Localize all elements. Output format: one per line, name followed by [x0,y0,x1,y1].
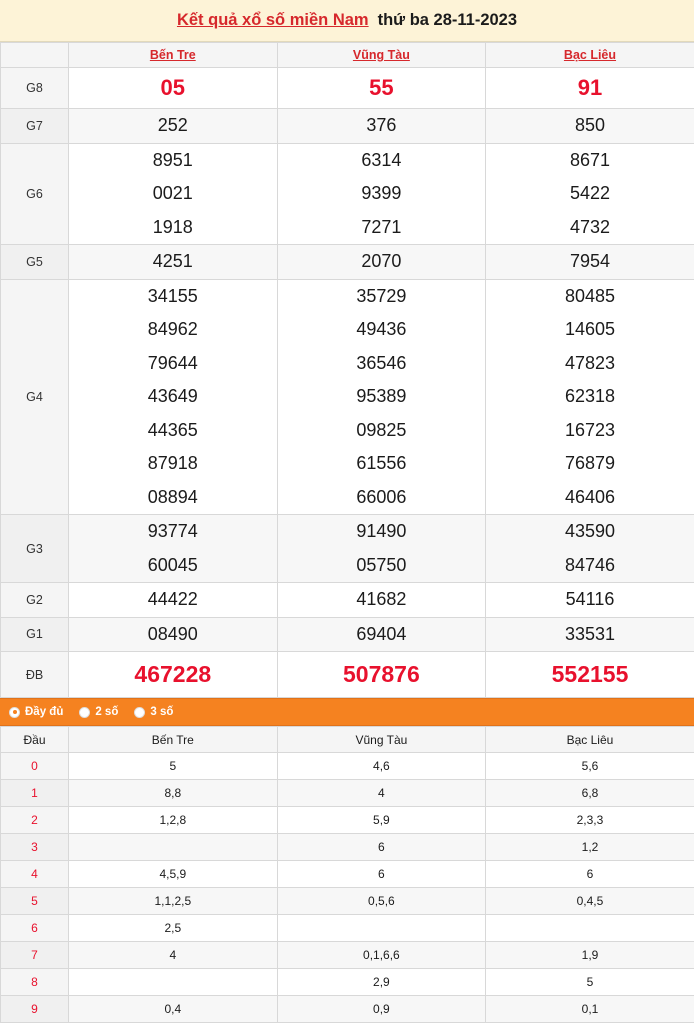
radio-icon[interactable] [9,707,20,718]
dau-value-cell: 5 [69,753,278,780]
lottery-number: 5422 [569,183,610,203]
dau-value-cell [69,834,278,861]
lottery-number: 43590 [564,521,616,541]
dau-value-cell: 6 [277,834,486,861]
lottery-number: 16723 [564,419,616,440]
dau-value-cell: 1,9 [486,942,694,969]
filter-option-0[interactable] [9,706,63,718]
dau-row [1,969,694,996]
lottery-number: 84962 [147,319,198,339]
dau-row [1,753,694,780]
prize-numbers-cell [486,68,694,109]
lottery-number: 61556 [356,453,407,473]
prize-label: G3 [1,515,69,583]
province-header-ben-tre[interactable]: Bến Tre [69,43,278,68]
dau-key: 7 [1,942,69,969]
lottery-number: 43649 [147,386,198,406]
dau-row [1,888,694,915]
result-row-g2 [1,583,694,618]
dau-value-cell [486,915,694,942]
dau-header-row [1,727,694,753]
dau-value-cell: 6 [277,861,486,888]
lottery-number: 467228 [134,660,212,687]
filter-option-label: 2 số [95,706,119,718]
prize-label: G7 [1,109,69,144]
lottery-number: 08894 [147,486,198,507]
prize-numbers-cell [486,652,694,698]
result-row-g7 [1,109,694,144]
lottery-number: 93774 [147,521,198,541]
lottery-number: 0021 [152,183,193,203]
lottery-number: 47823 [564,352,616,373]
dau-key: 3 [1,834,69,861]
lottery-number: 35729 [356,285,407,306]
lottery-number: 1918 [152,216,193,237]
prize-numbers-cell [69,515,278,583]
lottery-number: 4251 [152,251,193,271]
prize-numbers-cell [69,279,278,515]
prize-label: G1 [1,617,69,652]
dau-key: 5 [1,888,69,915]
lottery-number: 44365 [147,419,198,440]
dau-value-cell [69,969,278,996]
lottery-number: 4732 [569,216,610,237]
lottery-number: 66006 [356,486,407,507]
result-row-g1 [1,617,694,652]
dau-value-cell: 2,9 [277,969,486,996]
prize-numbers-cell [486,279,694,515]
dau-key: 9 [1,996,69,1023]
prize-label: G2 [1,583,69,618]
prize-numbers-cell [277,652,486,698]
result-row-g4 [1,279,694,515]
lottery-number: 91 [577,75,603,101]
dau-row [1,807,694,834]
dau-row [1,834,694,861]
dau-value-cell: 4 [277,780,486,807]
dau-value-cell: 2,3,3 [486,807,694,834]
prize-label: G6 [1,143,69,245]
lottery-number: 7954 [569,251,610,271]
lottery-number: 2070 [361,251,402,271]
radio-icon[interactable] [134,707,145,718]
lottery-number: 34155 [147,285,198,306]
lottery-number: 05 [160,75,186,101]
dau-row [1,942,694,969]
dau-row [1,996,694,1023]
lottery-number: 84746 [564,554,616,575]
dau-value-cell: 0,1 [486,996,694,1023]
dau-value-cell: 0,5,6 [277,888,486,915]
lottery-number: 91490 [356,521,407,541]
lottery-number: 49436 [356,319,407,339]
dau-value-cell: 2,5 [69,915,278,942]
lottery-number: 80485 [564,285,616,306]
result-row-g3 [1,515,694,583]
filter-option-1[interactable] [79,706,118,718]
dau-key: 4 [1,861,69,888]
dau-value-cell: 5 [486,969,694,996]
prize-numbers-cell [69,652,278,698]
prize-numbers-cell [69,583,278,618]
lottery-number: 36546 [356,352,407,373]
province-header-vung-tau[interactable]: Vũng Tàu [277,43,486,68]
lottery-number: 41682 [356,589,407,609]
dau-header-vung-tau: Vũng Tàu [277,727,486,753]
prize-numbers-cell [69,617,278,652]
lottery-number: 09825 [356,419,407,440]
dau-value-cell: 5,9 [277,807,486,834]
prize-label: G4 [1,279,69,515]
dau-value-cell: 0,4,5 [486,888,694,915]
dau-value-cell: 4,5,9 [69,861,278,888]
dau-key: 0 [1,753,69,780]
prize-numbers-cell [277,68,486,109]
prize-numbers-cell [69,143,278,245]
dau-header-bac-lieu: Bạc Liêu [486,727,694,753]
lottery-number: 46406 [564,486,616,507]
lottery-number: 44422 [147,589,198,609]
dau-value-cell: 1,1,2,5 [69,888,278,915]
dau-value-cell: 5,6 [486,753,694,780]
lottery-number: 76879 [564,453,616,473]
prize-numbers-cell [486,143,694,245]
result-row-g6 [1,143,694,245]
dau-value-cell: 1,2,8 [69,807,278,834]
dau-value-cell: 8,8 [69,780,278,807]
prize-label: G8 [1,68,69,109]
dau-key: 6 [1,915,69,942]
prize-numbers-cell [69,245,278,280]
prize-label: ĐB [1,652,69,698]
lottery-number: 95389 [356,386,407,406]
result-row-g5 [1,245,694,280]
lottery-number: 552155 [551,660,629,687]
prize-numbers-cell [277,617,486,652]
lottery-number: 69404 [356,623,407,644]
prize-numbers-cell [277,515,486,583]
dau-value-cell: 0,9 [277,996,486,1023]
lottery-number: 6314 [361,149,402,170]
lottery-number: 252 [157,115,188,135]
prize-numbers-cell [486,245,694,280]
radio-icon[interactable] [79,707,90,718]
prize-numbers-cell [277,109,486,144]
lottery-number: 376 [366,115,397,135]
dau-header-ben-tre: Bến Tre [69,727,278,753]
lottery-number: 05750 [356,554,407,575]
prize-numbers-cell [277,245,486,280]
table-header-row [1,43,694,68]
prize-numbers-cell [486,515,694,583]
lottery-number: 87918 [147,453,198,473]
prize-label: G5 [1,245,69,280]
result-row-đb [1,652,694,698]
lottery-number: 54116 [565,589,615,609]
prize-numbers-cell [486,109,694,144]
dau-value-cell: 1,2 [486,834,694,861]
prize-numbers-cell [486,583,694,618]
lottery-number: 14605 [564,319,616,339]
dau-row [1,915,694,942]
lottery-number: 79644 [147,352,198,373]
dau-value-cell: 4 [69,942,278,969]
dau-value-cell: 6,8 [486,780,694,807]
page-title: Kết quả xổ số miền Nam [176,11,369,29]
lottery-number: 850 [574,115,605,135]
dau-value-cell: 0,1,6,6 [277,942,486,969]
lottery-number: 08490 [147,623,198,644]
dau-row [1,861,694,888]
head-digit-summary-table [0,726,694,1023]
dau-body [1,753,694,1023]
lottery-number: 7271 [361,216,402,237]
dau-value-cell: 4,6 [277,753,486,780]
filter-option-2[interactable] [134,706,173,718]
lottery-number: 62318 [564,386,616,406]
prize-numbers-cell [486,617,694,652]
display-mode-filter-bar [0,698,694,726]
corner-cell [1,43,69,68]
dau-header-dau: Đầu [1,727,69,753]
lottery-number: 60045 [147,554,198,575]
filter-option-label: 3 số [150,706,174,718]
lottery-results-table [0,42,694,698]
dau-row [1,780,694,807]
prize-numbers-cell [277,279,486,515]
results-body [1,68,694,698]
lottery-number: 9399 [361,183,402,203]
dau-key: 1 [1,780,69,807]
prize-numbers-cell [69,109,278,144]
results-date: thứ ba 28-11-2023 [377,11,518,29]
prize-numbers-cell [277,143,486,245]
result-row-g8 [1,68,694,109]
prize-numbers-cell [277,583,486,618]
prize-numbers-cell [69,68,278,109]
lottery-number: 507876 [343,660,420,687]
dau-key: 2 [1,807,69,834]
lottery-number: 8671 [569,149,610,170]
filter-option-label: Đầy đủ [25,706,64,718]
dau-value-cell [277,915,486,942]
page-header [0,0,694,42]
dau-value-cell: 0,4 [69,996,278,1023]
dau-value-cell: 6 [486,861,694,888]
province-header-bac-lieu[interactable]: Bạc Liêu [486,43,694,68]
dau-key: 8 [1,969,69,996]
lottery-number: 55 [369,75,394,101]
lottery-number: 33531 [564,623,616,644]
lottery-number: 8951 [152,149,193,170]
